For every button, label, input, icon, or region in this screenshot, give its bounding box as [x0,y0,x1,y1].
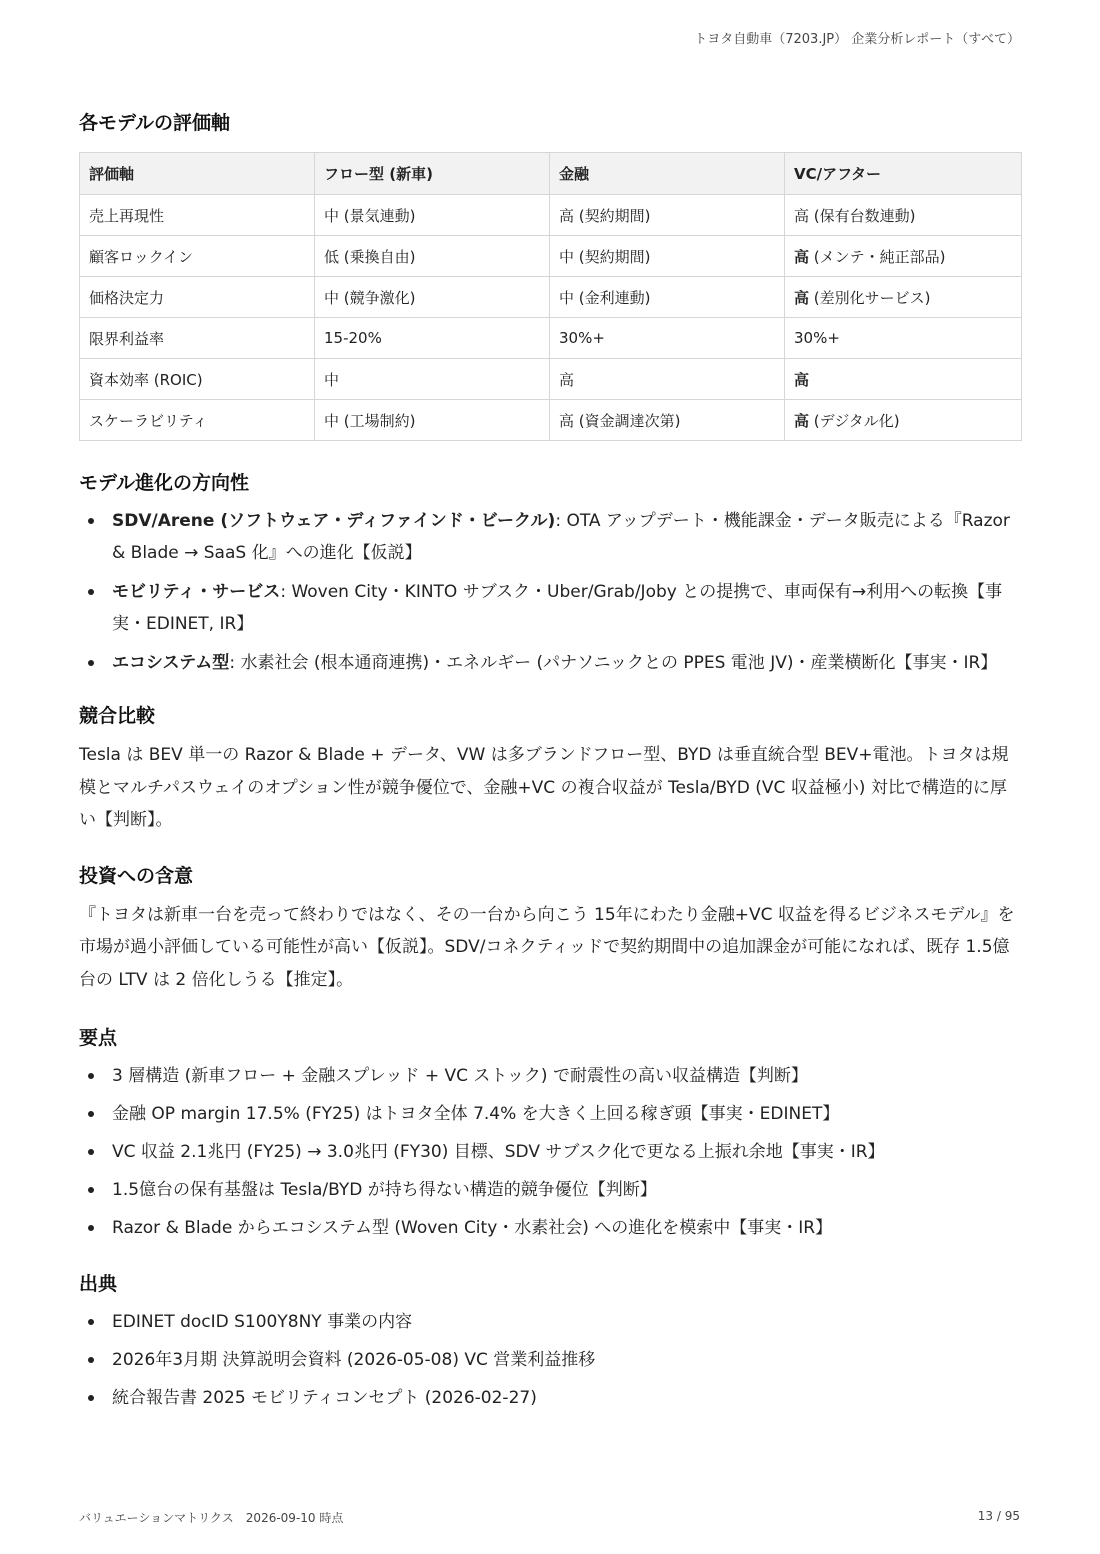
cell-finance: 高 (資金調達次第) [550,400,785,441]
item-bold: SDV/Arene (ソフトウェア・ディファインド・ビークル) [112,511,556,531]
footer-valuation-note: バリュエーションマトリクス 2026-09-10 時点 [79,1511,344,1525]
cell-axis: 資本効率 (ROIC) [80,359,315,400]
eval-heading: 各モデルの評価軸 [79,112,231,134]
eval-table [79,152,1022,441]
table-row [80,277,1022,318]
item-text: : OTA アップデート・機能課金・データ販売による『Razor & Blade → SaaS 化』への進化【仮説】 [112,511,1010,563]
table-row [80,359,1022,400]
item-bold: モビリティ・サービス [112,582,281,602]
investment-text: 『トヨタは新車一台を売って終わりではなく、その一台から向こう 15年にわたり金融+VC 収益を得るビジネスモデル』を市場が過小評価している可能性が高い【仮説】。SDV/コネクティッドで契約期間中の追加課金が可能になれば、既存 1.5億台の LTV は 2 倍化しうる【推定】。 [79,904,1015,990]
list-item: VC 収益 2.1兆円 (FY25) → 3.0兆円 (FY30) 目標、SDV サブスク化で更なる上振れ余地【事実・IR】 [79,1136,1021,1168]
col-header-finance: 金融 [550,153,785,195]
col-header-vc: VC/アフター [785,153,1022,195]
cell-vc [785,277,1022,318]
list-item: 2026年3月期 決算説明会資料 (2026-05-08) VC 営業利益推移 [79,1344,1021,1376]
keypoints-list [79,1060,1021,1244]
list-item: EDINET docID S100Y8NY 事業の内容 [79,1306,1021,1338]
cell-vc-bold: 高 [794,247,810,266]
table-row [80,195,1022,236]
keypoints-heading: 要点 [79,1027,118,1049]
cell-vc-text: 30%+ [794,329,840,347]
cell-flow: 15-20% [315,318,550,359]
cell-vc-text: (差別化サービス) [809,288,931,307]
cell-vc-text: 高 (保有台数連動) [794,206,916,225]
page-content [79,108,1021,1414]
cell-finance: 高 (契約期間) [550,195,785,236]
list-item [79,505,1021,569]
list-item: 金融 OP margin 17.5% (FY25) はトヨタ全体 7.4% を大きく上回る稼ぎ頭【事実・EDINET】 [79,1098,1021,1130]
cell-axis: 売上再現性 [80,195,315,236]
cell-finance: 30%+ [550,318,785,359]
list-item: 統合報告書 2025 モビリティコンセプト (2026-02-27) [79,1382,1021,1414]
page-number: 13 / 95 [977,1509,1020,1523]
list-item: Razor & Blade からエコシステム型 (Woven City・水素社会) への進化を模索中【事実・IR】 [79,1212,1021,1244]
cell-vc [785,318,1022,359]
cell-vc-bold: 高 [794,370,810,389]
cell-vc-text: (デジタル化) [809,411,900,430]
list-item: 1.5億台の保有基盤は Tesla/BYD が持ち得ない構造的競争優位【判断】 [79,1174,1021,1206]
cell-flow: 中 (工場制約) [315,400,550,441]
cell-axis: 顧客ロックイン [80,236,315,277]
cell-flow: 低 (乗換自由) [315,236,550,277]
sources-heading: 出典 [79,1273,118,1295]
col-header-flow: フロー型 (新車) [315,153,550,195]
cell-vc [785,400,1022,441]
item-text: : Woven City・KINTO サブスク・Uber/Grab/Joby との提携で、車両保有→利用への転換【事実・EDINET, IR】 [112,582,1003,634]
investment-heading: 投資への含意 [79,864,194,887]
table-row [80,236,1022,277]
cell-finance: 中 (金利連動) [550,277,785,318]
cell-flow: 中 (景気連動) [315,195,550,236]
evolution-list [79,505,1021,679]
list-item [79,576,1021,640]
competition-heading: 競合比較 [79,705,156,727]
sources-list [79,1306,1021,1414]
cell-vc-bold: 高 [794,411,810,430]
eval-table-header-row [80,153,1022,195]
cell-flow: 中 [315,359,550,400]
list-item [79,647,1021,679]
cell-vc [785,236,1022,277]
competition-text: Tesla は BEV 単一の Razor & Blade + データ、VW は多ブランドフロー型、BYD は垂直統合型 BEV+電池。トヨタは規模とマルチパスウェイのオプション性が競争優位で、金融+VC の複合収益が Tesla/BYD (VC 収益極小) 対比で構造的に厚い【判断】。 [79,745,1009,830]
cell-vc-text: (メンテ・純正部品) [809,247,946,266]
cell-finance: 中 (契約期間) [550,236,785,277]
table-row [80,318,1022,359]
table-row [80,400,1022,441]
list-item: 3 層構造 (新車フロー + 金融スプレッド + VC ストック) で耐震性の高い収益構造【判断】 [79,1060,1021,1092]
cell-axis: 限界利益率 [80,318,315,359]
cell-finance: 高 [550,359,785,400]
cell-vc [785,359,1022,400]
evolution-heading: モデル進化の方向性 [79,472,250,494]
item-text: : 水素社会 (根本通商連携)・エネルギー (パナソニックとの PPES 電池 JV)・産業横断化【事実・IR】 [229,653,998,673]
running-header: トヨタ自動車（7203.JP） 企業分析レポート（すべて） [694,32,1020,47]
cell-flow: 中 (競争激化) [315,277,550,318]
cell-axis: 価格決定力 [80,277,315,318]
cell-vc [785,195,1022,236]
cell-axis: スケーラビリティ [80,400,315,441]
col-header-axis: 評価軸 [80,153,315,195]
cell-vc-bold: 高 [794,288,810,307]
item-bold: エコシステム型 [112,653,230,673]
